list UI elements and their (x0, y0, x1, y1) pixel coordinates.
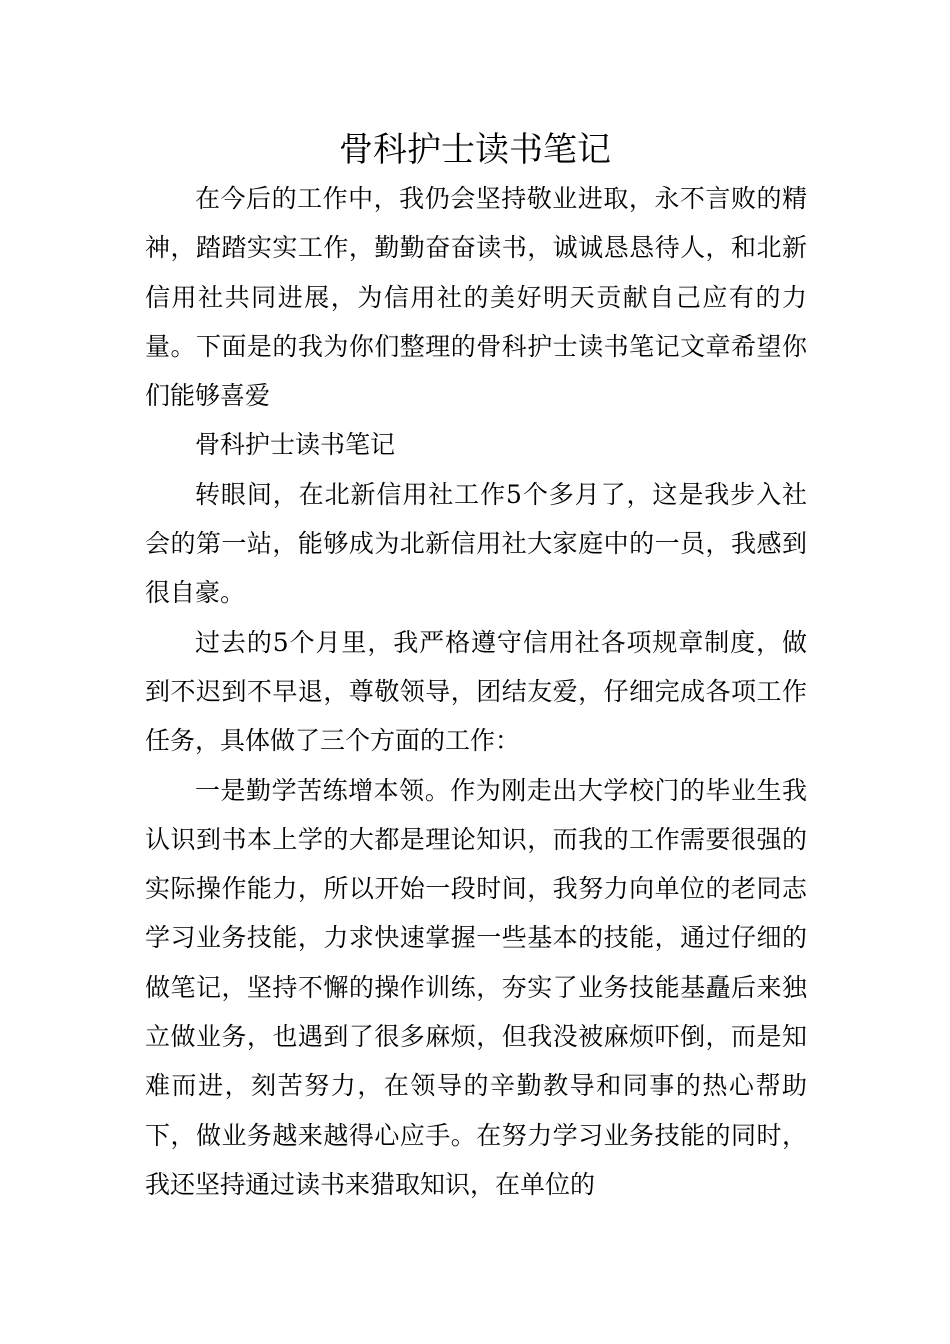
paragraph-3: 一是勤学苦练增本领。作为刚走出大学校门的毕业生我认识到书本上学的大都是理论知识，而我的工作需要很强的实际操作能力，所以开始一段时间，我努力向单位的老同志学习业务技能，力求快速掌握一些基本的技能，通过仔细的做笔记，坚持不懈的操作训练，夯实了业务技能基矗后来独立做业务，也遇到了很多麻烦，但我没被麻烦吓倒，而是知难而进，刻苦努力，在领导的辛勤教导和同事的热心帮助下，做业务越来越得心应手。在努力学习业务技能的同时，我还坚持通过读书来猎取知识，在单位的 (145, 775, 807, 1199)
paragraph-2: 过去的5个月里，我严格遵守信用社各项规章制度，做到不迟到不早退，尊敬领导，团结友爱，仔细完成各项工作任务，具体做了三个方面的工作： (145, 627, 807, 756)
paragraph-intro: 在今后的工作中，我仍会坚持敬业进取，永不言败的精神，踏踏实实工作，勤勤奋奋读书，诚诚恳恳待人，和北新信用社共同进展，为信用社的美好明天贡献自己应有的力量。下面是的我为你们整理的骨科护士读书笔记文章希望你们能够喜爱 (145, 184, 807, 411)
document-title: 骨科护士读书笔记 (339, 130, 611, 170)
paragraph-subtitle: 骨科护士读书笔记 (195, 430, 396, 460)
paragraph-1: 转眼间，在北新信用社工作5个多月了，这是我步入社会的第一站，能够成为北新信用社大家庭中的一员，我感到很自豪。 (145, 479, 807, 608)
document-body (145, 174, 807, 1209)
